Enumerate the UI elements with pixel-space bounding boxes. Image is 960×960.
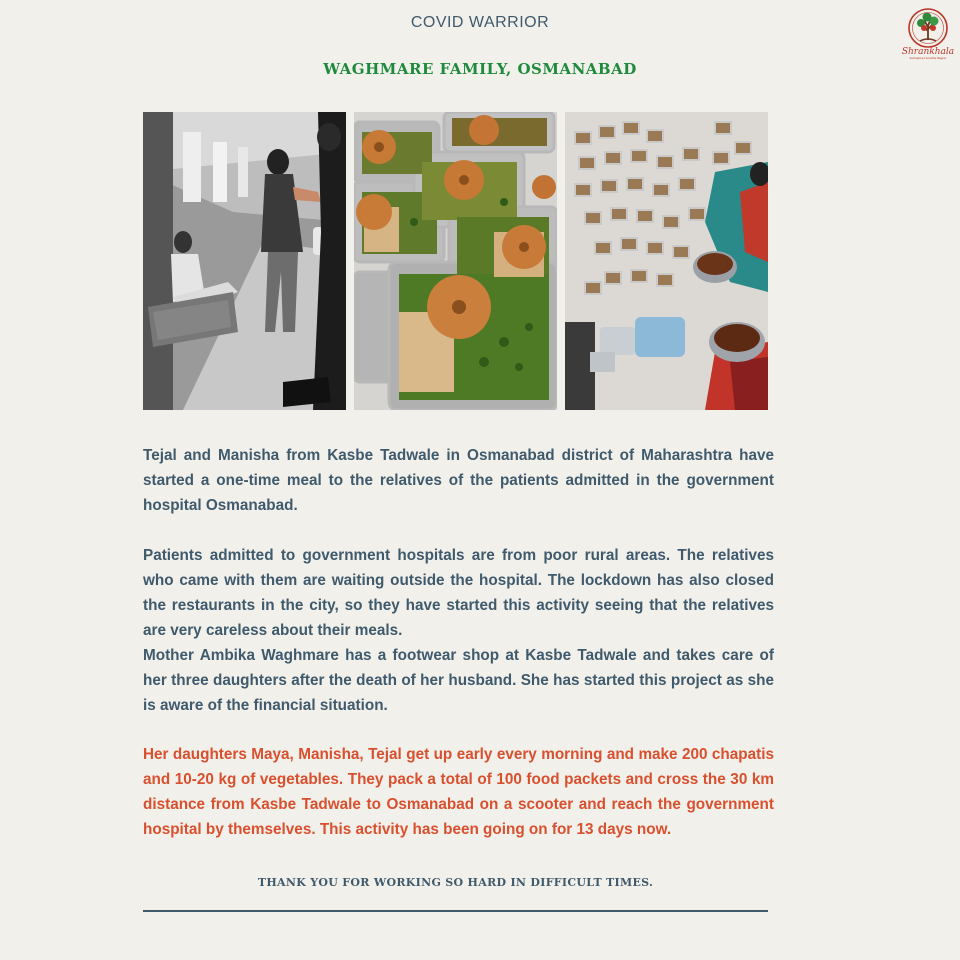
tree-logo-icon — [900, 4, 956, 60]
hospital-corridor-photo — [143, 112, 346, 410]
photo-icon — [565, 112, 768, 410]
logo-text: Shrankhala — [901, 47, 955, 57]
page-eyebrow: COVID WARRIOR — [410, 14, 550, 31]
logo-subtext: Samajkarya Sanstha Nagpur — [909, 57, 947, 60]
thank-you-note: THANK YOU FOR WORKING SO HARD IN DIFFICULT TIMES. — [257, 876, 654, 889]
packing-food-photo — [565, 112, 768, 410]
page-title: WAGHMARE FAMILY, OSMANABAD — [323, 60, 637, 78]
photo-icon — [354, 112, 557, 410]
paragraph-context: Patients admitted to government hospitals are from poor rural areas. The relatives who came with them are waiting outside the hospital. The lockdown has also closed the restaurants in the city, so they have started this activity seeing that the relatives are very careless about their meals. — [143, 547, 774, 639]
paragraph-daughters: Her daughters Maya, Manisha, Tejal get up early every morning and make 200 chapatis and 10-20 kg of vegetables. They pack a total of 100 food packets and cross the 30 km distance from Kasbe Tadwale to Osmanabad on a scooter and reach the government hospital by themselves. This activity has been going on for 13 days now. — [143, 746, 774, 838]
footer-divider — [143, 910, 768, 912]
shrankhala-logo — [900, 4, 956, 60]
food-packets-photo — [354, 112, 557, 410]
paragraph-intro: Tejal and Manisha from Kasbe Tadwale in Osmanabad district of Maharashtra have started a one-time meal to the relatives of the patients admitted in the government hospital Osmanabad. — [143, 447, 774, 514]
photo-icon — [143, 112, 346, 410]
paragraph-mother: Mother Ambika Waghmare has a footwear shop at Kasbe Tadwale and takes care of her three daughters after the death of her husband. She has started this project as she is aware of the financial situation. — [143, 647, 774, 714]
